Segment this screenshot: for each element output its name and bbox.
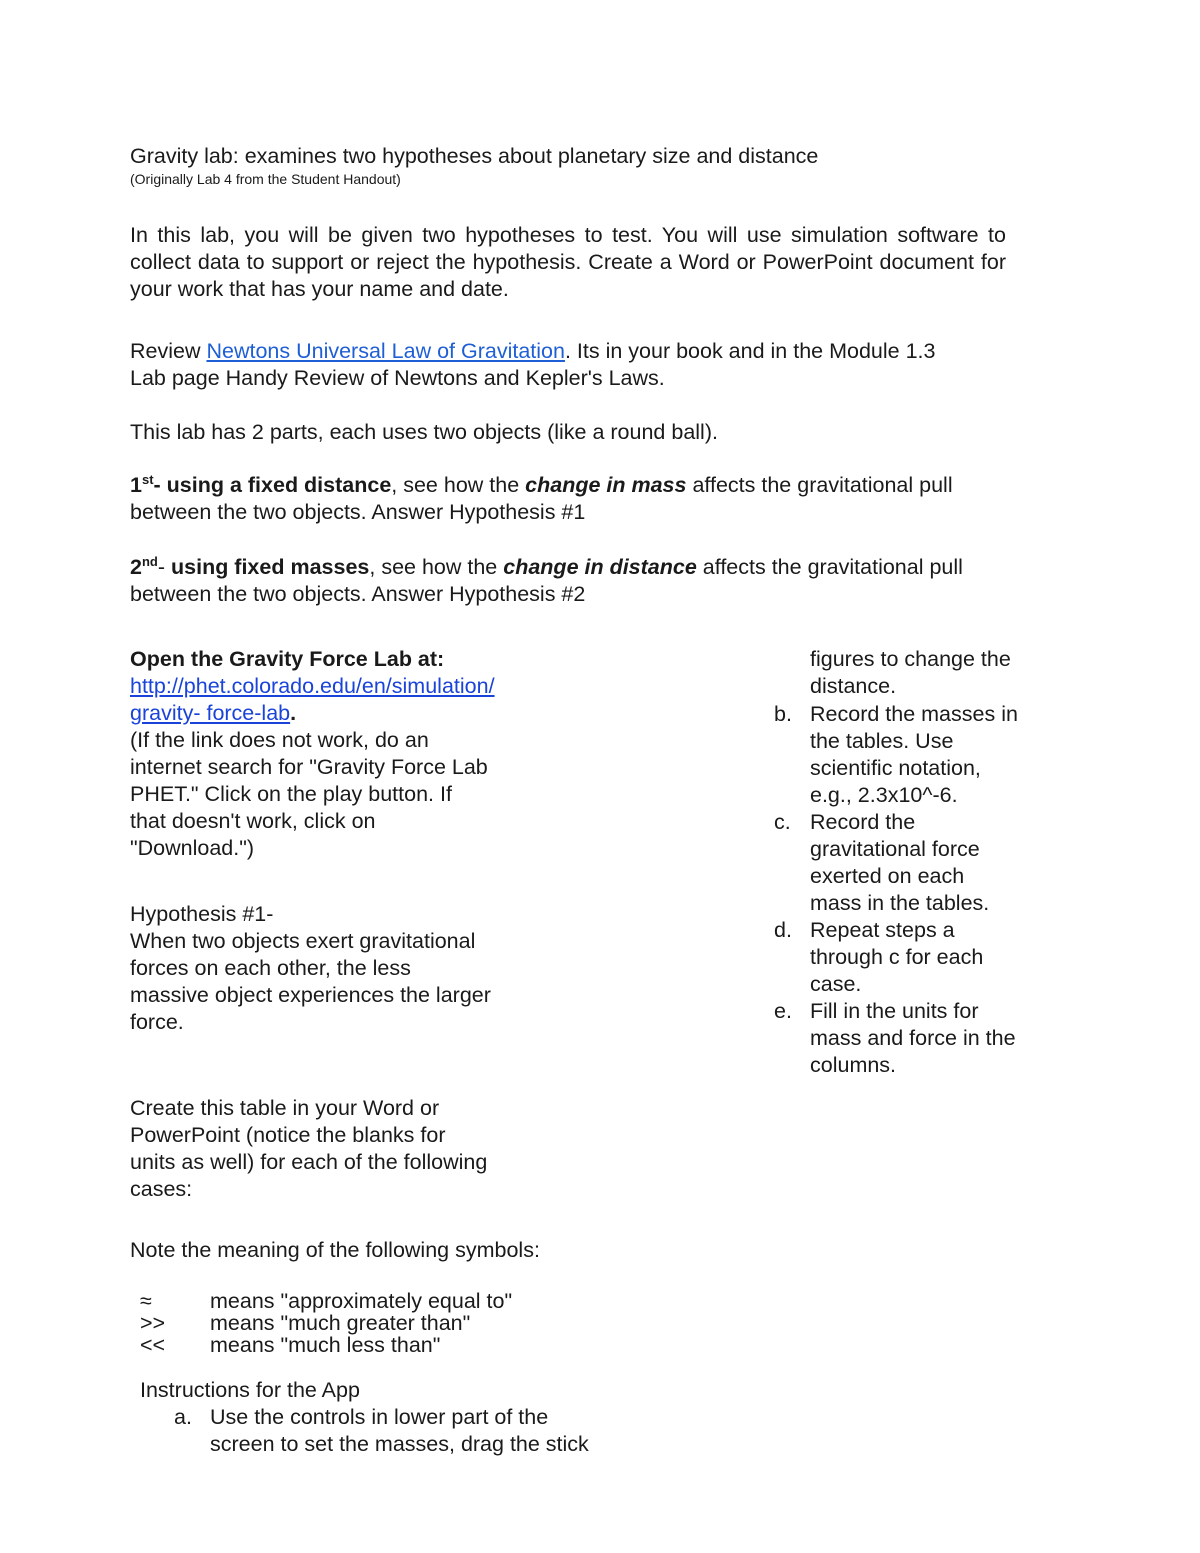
list-item-line: case. <box>810 972 862 996</box>
part1-emphasis: change in mass <box>525 473 687 497</box>
instructions-heading: Instructions for the App <box>140 1378 360 1402</box>
list-item <box>774 998 1074 1079</box>
part2-number: 2 <box>130 555 142 579</box>
open-lab-note-line: (If the link does not work, do an <box>130 728 429 752</box>
part1-paragraph <box>130 472 1030 526</box>
right-column-list <box>774 701 1074 1079</box>
document-subtitle: (Originally Lab 4 from the Student Handout) <box>130 171 401 187</box>
part2-line2: between the two objects. Answer Hypothesis #2 <box>130 582 586 606</box>
part2-rest: affects the gravitational pull <box>696 555 963 579</box>
hypothesis1-line: When two objects exert gravitational <box>130 929 476 953</box>
lab-url-line2a[interactable]: gravity- <box>130 701 207 725</box>
document-title: Gravity lab: examines two hypotheses about planetary size and distance <box>130 144 819 168</box>
part2-sup: nd <box>141 553 158 569</box>
list-item-line: e.g., 2.3x10^-6. <box>810 783 958 807</box>
lab-url-line2b[interactable]: force-lab <box>206 701 291 725</box>
symbol-glyph: << <box>140 1333 166 1357</box>
part2-dash: - <box>157 555 171 579</box>
review-prefix: Review <box>130 339 207 363</box>
hypothesis1-line: force. <box>130 1010 184 1034</box>
part1-rest: affects the gravitational pull <box>686 473 953 497</box>
part1-sup: st <box>141 471 154 487</box>
symbol-row <box>140 1312 640 1334</box>
list-item-text <box>810 998 1016 1079</box>
part2-bold: using fixed masses <box>171 555 370 579</box>
list-item-line: the tables. Use <box>810 729 954 753</box>
part2-mid: , see how the <box>369 555 504 579</box>
list-item-text <box>810 809 989 917</box>
part2-paragraph <box>130 554 1040 608</box>
list-item-line: screen to set the masses, drag the stick <box>210 1432 589 1456</box>
review-line1-rest: . Its in your book and in the Module 1.3 <box>564 339 936 363</box>
part1-number: 1 <box>130 473 142 497</box>
lab-url-line1[interactable]: http://phet.colorado.edu/en/simulation/ <box>130 674 495 698</box>
list-item-line: mass and force in the <box>810 1026 1016 1050</box>
open-lab-heading: Open the Gravity Force Lab at: <box>130 647 445 671</box>
list-item-text <box>810 701 1018 809</box>
open-lab-section <box>130 646 550 862</box>
open-lab-note-line: "Download.") <box>130 836 255 860</box>
list-marker: c. <box>774 810 791 834</box>
symbols-intro: Note the meaning of the following symbols: <box>130 1238 540 1262</box>
symbol-meaning: means "much less than" <box>210 1333 441 1357</box>
hypothesis1-line: forces on each other, the less <box>130 956 411 980</box>
gravitation-law-link[interactable]: Newtons Universal Law of Gravitation <box>206 339 565 363</box>
open-lab-note-line: that doesn't work, click on <box>130 809 376 833</box>
symbol-meaning: means "much greater than" <box>210 1311 471 1335</box>
list-item <box>774 701 1074 809</box>
intro-paragraph: In this lab, you will be given two hypotheses to test. You will use simulation software to collect data to support or reject the hypothesis. Create a Word or PowerPoint document for your work that has your name and date. <box>130 223 1006 301</box>
review-line2: Lab page Handy Review of Newtons and Kepler's Laws. <box>130 366 665 390</box>
list-item-line: Record the <box>810 810 916 834</box>
symbol-glyph: ≈ <box>140 1289 152 1313</box>
create-table-line: units as well) for each of the following <box>130 1150 488 1174</box>
list-marker: b. <box>774 702 792 726</box>
create-table-paragraph <box>130 1095 550 1203</box>
list-item <box>774 917 1074 998</box>
list-marker: a. <box>174 1405 192 1429</box>
part1-bold: - using a fixed distance <box>153 473 392 497</box>
open-lab-note-line: internet search for "Gravity Force Lab <box>130 755 488 779</box>
list-item-line: gravitational force <box>810 837 980 861</box>
list-item-line: Fill in the units for <box>810 999 979 1023</box>
hypothesis1-heading: Hypothesis #1- <box>130 902 274 926</box>
lab-url-end: . <box>290 701 297 725</box>
list-item <box>774 809 1074 917</box>
part2-emphasis: change in distance <box>503 555 697 579</box>
hypothesis1-section <box>130 901 550 1036</box>
create-table-line: Create this table in your Word or <box>130 1096 440 1120</box>
create-table-line: PowerPoint (notice the blanks for <box>130 1123 446 1147</box>
list-item-line: scientific notation, <box>810 756 981 780</box>
continuation-line: figures to change the <box>810 647 1011 671</box>
list-item-line: mass in the tables. <box>810 891 990 915</box>
list-item-line: columns. <box>810 1053 897 1077</box>
continuation-line: distance. <box>810 674 897 698</box>
symbol-row <box>140 1290 640 1312</box>
list-item-line: Repeat steps a <box>810 918 955 942</box>
part1-mid: , see how the <box>391 473 526 497</box>
list-marker: d. <box>774 918 792 942</box>
list-item-text <box>810 917 983 998</box>
symbol-meaning: means "approximately equal to" <box>210 1289 513 1313</box>
review-paragraph <box>130 338 1010 392</box>
list-item-line: through c for each <box>810 945 984 969</box>
symbol-row <box>140 1334 640 1356</box>
instructions-item-a <box>174 1404 654 1458</box>
list-item-line: Record the masses in <box>810 702 1018 726</box>
list-item-text <box>210 1404 589 1458</box>
right-column-continuation <box>810 646 1070 700</box>
open-lab-note-line: PHET." Click on the play button. If <box>130 782 452 806</box>
parts-intro: This lab has 2 parts, each uses two objects (like a round ball). <box>130 420 718 444</box>
list-marker: e. <box>774 999 792 1023</box>
hypothesis1-line: massive object experiences the larger <box>130 983 491 1007</box>
part1-line2: between the two objects. Answer Hypothesis #1 <box>130 500 586 524</box>
symbols-list <box>140 1290 640 1356</box>
list-item-line: Use the controls in lower part of the <box>210 1405 549 1429</box>
symbol-glyph: >> <box>140 1311 166 1335</box>
list-item-line: exerted on each <box>810 864 965 888</box>
create-table-line: cases: <box>130 1177 193 1201</box>
